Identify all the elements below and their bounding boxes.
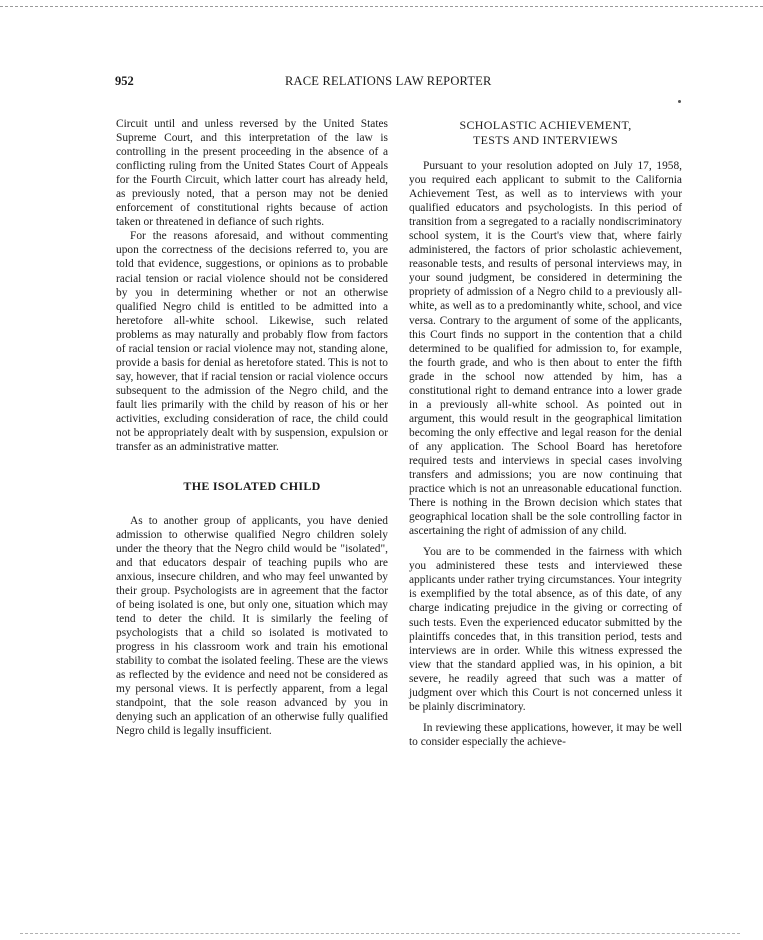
left-paragraph-1: Circuit until and unless reversed by the United States Supreme Court, and this interpretation of the law is controlling in the present proceeding in the absence of a conflicting ruling from the United States Court of Appeals for the Fourth Circuit, which latter court has already held, as previously noted, that a person may not be denied enforcement of constitutional rights because of action taken or threatened in defiance of such rights.	[116, 118, 388, 229]
section-heading-scholastic	[409, 118, 682, 147]
page-top-edge	[0, 6, 763, 7]
running-head: RACE RELATIONS LAW REPORTER	[285, 74, 492, 88]
left-column	[116, 117, 388, 738]
section-heading-scholastic-line-2: TESTS AND INTERVIEWS	[472, 132, 619, 147]
right-paragraph-1: Pursuant to your resolution adopted on July 17, 1958, you required each applicant to submit to the California Achievement Test, as well as to interviews with your qualified educators and psychologists. In this period of transition from a segregated to a racially nondiscriminatory school system, it is the Court's view that, where fairly administered, the factors of prior scholastic achievement, reasonable tests, and results of personal interviews may, in your sound judgment, be considered in determining the propriety of admission of a Negro child to a previously all-white, as well as to a predominantly white, school, and vice versa. Contrary to the argument of some of the applicants, this Court finds no support in the contention that a child determined to be qualified for admission to, for example, the fourth grade, and who is then about to enter the fifth grade in the school now attended by him, has a constitutional right to demand entrance into a lower grade in a previously all-white school. As pointed out in argument, this would result in the geographical limitation becoming the only effective and legal reason for the denial of any application. The School Board has heretofore required tests and interviews in special cases involving transfers and admissions; you are now continuing that practice which is not an unreasonable educational function. There is nothing in the Brown decision which states that geographical location shall be the sole controlling factor in ascertaining the right of admission of any child.	[409, 160, 682, 538]
page-header	[115, 74, 685, 90]
page-number: 952	[115, 74, 134, 88]
section-heading-isolated-child: THE ISOLATED CHILD	[183, 479, 321, 494]
right-paragraph-2: You are to be commended in the fairness with which you administered these tests and interviewed these applicants under rather trying circumstances. Your integrity is exemplified by the total absence, as of this date, of any charge indicating prejudice in the giving or correcting of such tests. Even the experienced educator submitted by the plaintiffs concedes that, in this transition period, tests and interviews are in order. While this witness expressed the view that the standard applied was, in his opinion, a bit severe, he readily agreed that such was a matter of judgment over which this Court is not concerned unless it be plainly discriminatory.	[409, 546, 682, 713]
scan-speck	[678, 100, 681, 103]
left-paragraph-2: For the reasons aforesaid, and without commenting upon the correctness of the decisions referred to, you are told that evidence, suggestions, or opinions as to probable racial tension or racial violence should not be considered by you in determining whether or not an otherwise qualified Negro child is entitled to be admitted into a heretofore all-white school. Likewise, such related problems as may naturally and probably flow from factors of racial tension or racial violence may not, standing alone, provide a basis for denial as heretofore stated. This is not to say, however, that if racial tension or racial violence occurs subsequent to the admission of the Negro child, and the fault lies primarily with the child by reason of his or her activities, excluding consideration of race, the child could not be appropriately dealt with by suspension, expulsion or transfer as an administrative matter.	[116, 230, 388, 454]
left-paragraph-3: As to another group of applicants, you have denied admission to otherwise qualified Negro children solely under the theory that the Negro child would be "isolated", and that educators despair of teaching pupils who are anxious, insecure children, and who may feel unwanted by their group. Psychologists are in agreement that the factor of being isolated is one, but only one, situation which may tend to deter the child. It is similarly the feeling of psychologists that a child so isolated is motivated to progress in his classroom work and train his emotional stability to combat the isolated feeling. These are the views as reflected by the evidence and need not be considered as my personal views. It is perfectly apparent, from a legal standpoint, that the sole reason advanced by you in denying such an application of an otherwise fully qualified Negro child is legally insufficient.	[116, 514, 388, 738]
right-column	[409, 118, 682, 749]
right-paragraph-3: In reviewing these applications, however, it may be well to consider especially the achieve-	[409, 721, 682, 748]
page-bottom-edge	[20, 933, 740, 934]
section-heading-scholastic-line-1: SCHOLASTIC ACHIEVEMENT,	[459, 118, 632, 132]
